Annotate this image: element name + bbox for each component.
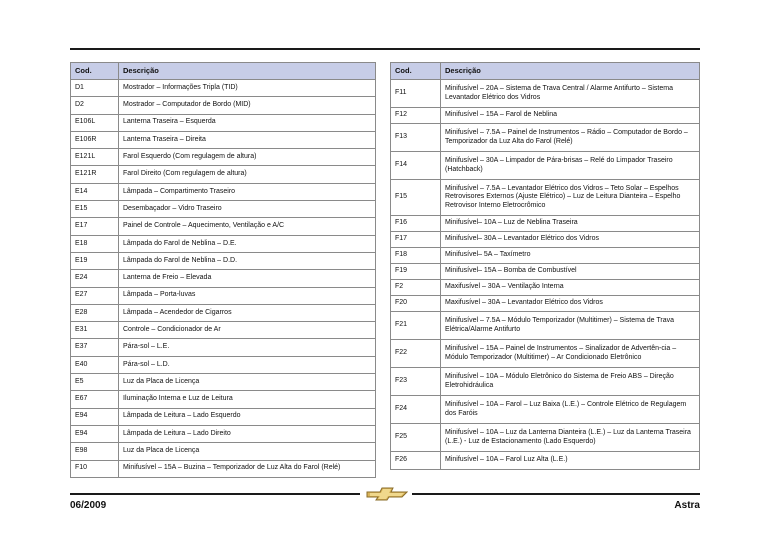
description-cell: Lâmpada do Farol de Neblina – D.D.: [119, 252, 376, 269]
description-cell: Maxifusível – 30A – Levantador Elétrico dos Vidros: [441, 296, 700, 312]
code-cell: E24: [71, 270, 119, 287]
description-cell: Mostrador – Computador de Bordo (MID): [119, 97, 376, 114]
code-cell: E106R: [71, 131, 119, 148]
description-cell: Minifusível – 10A – Luz da Lanterna Dianteira (L.E.) – Luz da Lanterna Traseira (L.E.) - Luz de Estacionamento (Lado Esquerdo): [441, 424, 700, 452]
table-row: [391, 296, 700, 312]
description-cell: Minifusível – 10A – Módulo Eletrônico do Sistema de Freio ABS – Direção Eletrohidráulica: [441, 368, 700, 396]
footer-model: Astra: [674, 500, 700, 511]
table-row: [71, 425, 376, 442]
description-cell: Minifusível– 30A – Levantador Elétrico dos Vidros: [441, 232, 700, 248]
code-cell: F18: [391, 248, 441, 264]
right-code-table: [390, 62, 700, 470]
code-cell: E121L: [71, 149, 119, 166]
table-row: [71, 322, 376, 339]
description-cell: Lanterna Traseira – Esquerda: [119, 114, 376, 131]
code-cell: F20: [391, 296, 441, 312]
description-cell: Minifusível – 7.5A – Levantador Elétrico dos Vidros – Teto Solar – Espelhos Retrovisores Externos (Ajuste Elétrico) – Luz de Leitura Dianteira – Espelho Retrovisor Interno Eletrocrômico: [441, 180, 700, 216]
table-row: [71, 287, 376, 304]
table-row: [391, 396, 700, 424]
table-row: [391, 340, 700, 368]
code-cell: E31: [71, 322, 119, 339]
table-row: [391, 80, 700, 108]
left-code-table: [70, 62, 376, 478]
table-row: [71, 149, 376, 166]
code-cell: E19: [71, 252, 119, 269]
table-row: [71, 114, 376, 131]
table-row: [71, 356, 376, 373]
code-cell: F2: [391, 280, 441, 296]
code-cell: E94: [71, 408, 119, 425]
description-cell: Mostrador – Informações Tripla (TID): [119, 80, 376, 97]
table-row: [391, 108, 700, 124]
table-row: [71, 443, 376, 460]
table-row: [71, 270, 376, 287]
code-cell: D2: [71, 97, 119, 114]
chevrolet-bowtie-icon: [366, 486, 408, 507]
code-cell: F16: [391, 216, 441, 232]
code-cell: F10: [71, 460, 119, 477]
description-cell: Lâmpada do Farol de Neblina – D.E.: [119, 235, 376, 252]
description-cell: Pára-sol – L.D.: [119, 356, 376, 373]
code-cell: E40: [71, 356, 119, 373]
table-row: [391, 312, 700, 340]
table-row: [391, 264, 700, 280]
footer-rule-right: [412, 493, 700, 495]
code-cell: E15: [71, 201, 119, 218]
table-header-row: [71, 63, 376, 80]
table-row: [391, 180, 700, 216]
code-cell: F15: [391, 180, 441, 216]
table-row: [71, 374, 376, 391]
code-cell: E121R: [71, 166, 119, 183]
code-cell: F17: [391, 232, 441, 248]
description-cell: Minifusível – 15A – Farol de Neblina: [441, 108, 700, 124]
code-cell: E67: [71, 391, 119, 408]
table-row: [391, 368, 700, 396]
description-cell: Minifusível– 5A – Taxímetro: [441, 248, 700, 264]
description-cell: Lanterna Traseira – Direita: [119, 131, 376, 148]
description-cell: Lanterna de Freio – Elevada: [119, 270, 376, 287]
description-cell: Farol Esquerdo (Com regulagem de altura): [119, 149, 376, 166]
code-column-header: Cod.: [391, 63, 441, 80]
footer-date: 06/2009: [70, 500, 107, 511]
description-cell: Luz da Placa de Licença: [119, 374, 376, 391]
table-row: [71, 80, 376, 97]
code-cell: F19: [391, 264, 441, 280]
code-cell: F22: [391, 340, 441, 368]
description-cell: Farol Direito (Com regulagem de altura): [119, 166, 376, 183]
description-cell: Luz da Placa de Licença: [119, 443, 376, 460]
code-cell: D1: [71, 80, 119, 97]
code-cell: E14: [71, 183, 119, 200]
description-cell: Minifusível – 15A – Painel de Instrumentos – Sinalizador de Advertên-cia – Módulo Temporizador (Multitimer) – Ar Condicionado Eletrônico: [441, 340, 700, 368]
code-cell: F12: [391, 108, 441, 124]
code-cell: E5: [71, 374, 119, 391]
table-row: [71, 391, 376, 408]
table-row: [391, 452, 700, 470]
description-cell: Pára-sol – L.E.: [119, 339, 376, 356]
code-cell: E27: [71, 287, 119, 304]
table-row: [391, 248, 700, 264]
table-row: [71, 304, 376, 321]
code-cell: E17: [71, 218, 119, 235]
code-cell: F14: [391, 152, 441, 180]
description-cell: Lâmpada de Leitura – Lado Esquerdo: [119, 408, 376, 425]
description-cell: Minifusível – 10A – Farol Luz Alta (L.E.): [441, 452, 700, 470]
table-row: [71, 131, 376, 148]
code-cell: F21: [391, 312, 441, 340]
table-row: [71, 235, 376, 252]
table-row: [391, 424, 700, 452]
description-cell: Lâmpada – Porta-luvas: [119, 287, 376, 304]
description-cell: Minifusível – 20A – Sistema de Trava Central / Alarme Antifurto – Sistema Levantador Elétrico dos Vidros: [441, 80, 700, 108]
description-cell: Iluminação Interna e Luz de Leitura: [119, 391, 376, 408]
table-row: [71, 166, 376, 183]
description-cell: Minifusível – 30A – Limpador de Pára-brisas – Relé do Limpador Traseiro (Hatchback): [441, 152, 700, 180]
code-cell: E37: [71, 339, 119, 356]
code-cell: E98: [71, 443, 119, 460]
description-cell: Minifusível– 15A – Bomba de Combustível: [441, 264, 700, 280]
table-row: [391, 232, 700, 248]
table-row: [71, 97, 376, 114]
table-row: [71, 201, 376, 218]
code-cell: F23: [391, 368, 441, 396]
code-cell: E94: [71, 425, 119, 442]
table-row: [71, 183, 376, 200]
code-cell: F26: [391, 452, 441, 470]
description-cell: Minifusível – 7.5A – Módulo Temporizador (Multitimer) – Sistema de Trava Elétrica/Alarme Antifurto: [441, 312, 700, 340]
description-cell: Minifusível– 10A – Luz de Neblina Traseira: [441, 216, 700, 232]
code-cell: E106L: [71, 114, 119, 131]
table-header-row: [391, 63, 700, 80]
top-rule: [70, 48, 700, 50]
description-column-header: Descrição: [119, 63, 376, 80]
description-cell: Maxifusível – 30A – Ventilação Interna: [441, 280, 700, 296]
description-cell: Desembaçador – Vidro Traseiro: [119, 201, 376, 218]
description-cell: Lâmpada – Acendedor de Cigarros: [119, 304, 376, 321]
code-cell: E18: [71, 235, 119, 252]
description-cell: Lâmpada de Leitura – Lado Direito: [119, 425, 376, 442]
table-row: [71, 252, 376, 269]
table-row: [71, 408, 376, 425]
table-row: [391, 124, 700, 152]
table-row: [71, 460, 376, 477]
code-cell: E28: [71, 304, 119, 321]
description-cell: Lâmpada – Compartimento Traseiro: [119, 183, 376, 200]
description-cell: Minifusível – 15A – Buzina – Temporizador de Luz Alta do Farol (Relé): [119, 460, 376, 477]
code-cell: F25: [391, 424, 441, 452]
description-cell: Minifusível – 10A – Farol – Luz Baixa (L.E.) – Controle Elétrico de Regulagem dos Faróis: [441, 396, 700, 424]
table-row: [391, 280, 700, 296]
description-cell: Controle – Condicionador de Ar: [119, 322, 376, 339]
code-column-header: Cod.: [71, 63, 119, 80]
code-cell: F24: [391, 396, 441, 424]
description-column-header: Descrição: [441, 63, 700, 80]
footer-rule-left: [70, 493, 360, 495]
description-cell: Painel de Controle – Aquecimento, Ventilação e A/C: [119, 218, 376, 235]
table-row: [71, 339, 376, 356]
table-row: [71, 218, 376, 235]
table-row: [391, 216, 700, 232]
code-cell: F11: [391, 80, 441, 108]
description-cell: Minifusível – 7.5A – Painel de Instrumentos – Rádio – Computador de Bordo – Temporizador da Luz Alta do Farol (Relé): [441, 124, 700, 152]
code-cell: F13: [391, 124, 441, 152]
table-row: [391, 152, 700, 180]
